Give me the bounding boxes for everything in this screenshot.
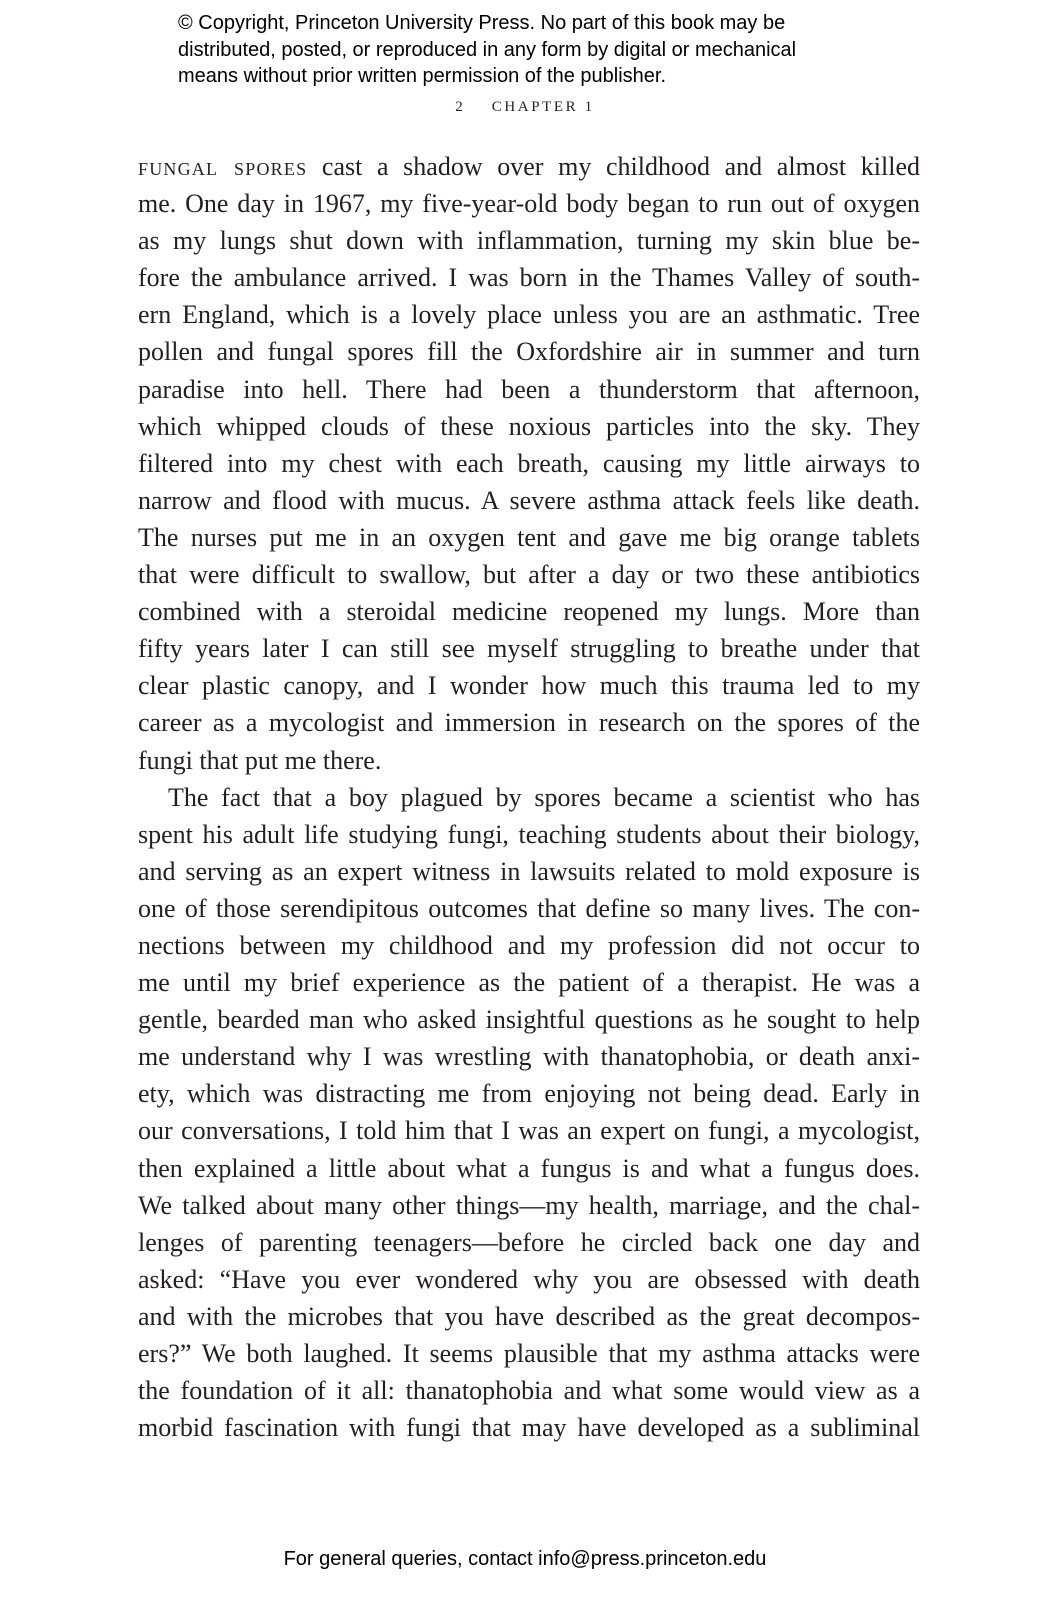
text-line: the foundation of it all: thanatophobia and what some would view as a — [138, 1376, 920, 1406]
copyright-line: © Copyright, Princeton University Press. No part of this book may be — [178, 12, 786, 34]
text-line: me understand why I was wrestling with thanatophobia, or death anxi- — [138, 1042, 920, 1072]
paragraph-1 — [138, 148, 920, 779]
lead-in-smallcaps: fungal spores — [138, 152, 308, 181]
text-line: asked: “Have you ever wondered why you are obsessed with death — [138, 1264, 920, 1294]
text-line: me until my brief experience as the patient of a therapist. He was a — [138, 968, 920, 998]
text-line: ern England, which is a lovely place unless you are an asthmatic. Tree — [138, 300, 920, 330]
text-line — [138, 148, 920, 185]
text-line: fifty years later I can still see myself struggling to breathe under that — [138, 634, 920, 664]
first-line-rest: cast a shadow over my childhood and almost killed — [307, 152, 920, 181]
text-line: ers?” We both laughed. It seems plausible that my asthma attacks were — [138, 1339, 920, 1368]
text-line: as my lungs shut down with inflammation, turning my skin blue be- — [138, 226, 920, 256]
text-line: me. One day in 1967, my five-year-old body began to run out of oxygen — [138, 189, 920, 219]
text-line: and with the microbes that you have described as the great decompos- — [138, 1301, 920, 1331]
text-line: The nurses put me in an oxygen tent and gave me big orange tablets — [138, 522, 920, 552]
copyright-line: distributed, posted, or reproduced in any form by digital or mechanical — [178, 38, 797, 61]
chapter-label: CHAPTER 1 — [491, 99, 595, 115]
text-line: our conversations, I told him that I was an expert on fungi, a mycologist, — [138, 1116, 920, 1146]
text-line: morbid fascination with fungi that may have developed as a subliminal — [138, 1413, 920, 1443]
text-line: The fact that a boy plagued by spores became a scientist who has — [168, 782, 920, 812]
copyright-line: means without prior written permission of the publisher. — [178, 65, 667, 87]
paragraph-2 — [138, 779, 920, 1447]
text-line: career as a mycologist and immersion in research on the spores of the — [138, 708, 920, 738]
text-line: lenges of parenting teenagers—before he circled back one day and — [138, 1227, 920, 1257]
text-line: clear plastic canopy, and I wonder how much this trauma led to my — [138, 671, 920, 701]
text-line: pollen and fungal spores fill the Oxfordshire air in summer and turn — [138, 337, 920, 367]
text-line: which whipped clouds of these noxious particles into the sky. They — [138, 411, 920, 441]
text-line: fungi that put me there. — [138, 745, 382, 775]
text-line: nections between my childhood and my profession did not occur to — [138, 930, 920, 960]
text-line: and serving as an expert witness in lawsuits related to mold exposure is — [138, 856, 920, 886]
text-line: gentle, bearded man who asked insightful questions as he sought to help — [138, 1005, 920, 1035]
copyright-notice — [178, 10, 898, 90]
page-number: 2 — [455, 99, 466, 115]
text-line: spent his adult life studying fungi, teaching students about their biology, — [138, 819, 920, 849]
text-line: fore the ambulance arrived. I was born in the Thames Valley of south- — [138, 263, 920, 293]
footer-contact: For general queries, contact info@press.princeton.edu — [283, 1548, 767, 1570]
text-line: paradise into hell. There had been a thunderstorm that afternoon, — [138, 374, 920, 404]
text-line: that were difficult to swallow, but after a day or two these antibiotics — [138, 560, 920, 590]
running-head — [0, 99, 1050, 116]
text-line: filtered into my chest with each breath, causing my little airways to — [138, 448, 920, 478]
text-line: then explained a little about what a fungus is and what a fungus does. — [138, 1153, 920, 1183]
text-line: one of those serendipitous outcomes that define so many lives. The con- — [138, 893, 920, 923]
text-line: ety, which was distracting me from enjoying not being dead. Early in — [138, 1079, 920, 1109]
body-text — [138, 148, 920, 1446]
text-line: narrow and flood with mucus. A severe asthma attack feels like death. — [138, 485, 920, 515]
text-line: We talked about many other things—my health, marriage, and the chal- — [138, 1190, 920, 1220]
text-line: combined with a steroidal medicine reopened my lungs. More than — [138, 597, 920, 627]
